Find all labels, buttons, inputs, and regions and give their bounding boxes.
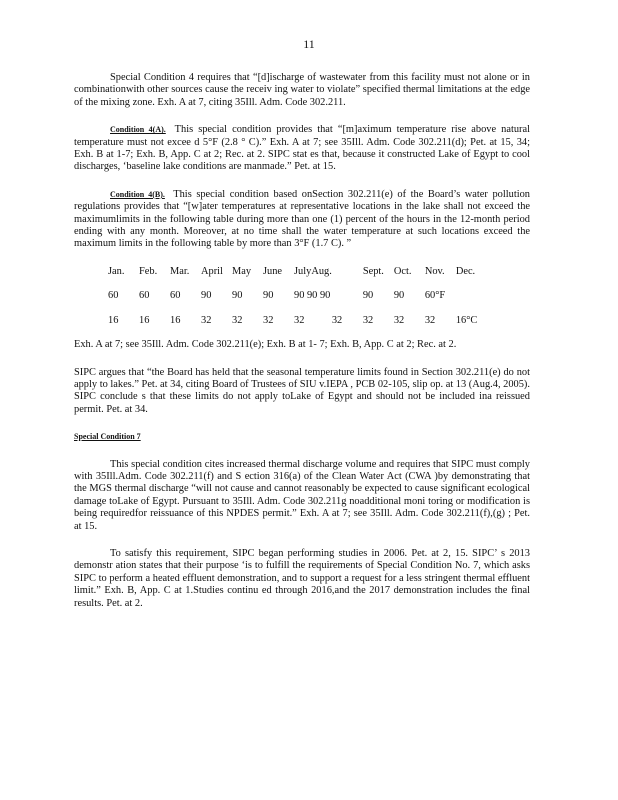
table-cell: Sept. (362, 265, 384, 277)
table-cell (332, 290, 363, 302)
temperature-table (108, 266, 487, 327)
paragraph-condition-4b (74, 189, 530, 251)
table-cell: 60 (139, 290, 150, 302)
table-row-fahrenheit (108, 290, 487, 302)
heading-special-condition-7: Special Condition 7 (74, 432, 141, 442)
table-cell: Feb. (139, 265, 158, 277)
table-cell: Mar. (170, 265, 190, 277)
document-body (74, 72, 530, 610)
table-cell: 32 (362, 314, 374, 326)
page-number: 11 (303, 37, 315, 51)
table-cell: Jan. (108, 265, 125, 277)
table-cell: 90 (362, 290, 374, 302)
paragraph-condition-4a (74, 124, 530, 174)
table-cell: 16 (170, 314, 181, 326)
table-cell: 90 (232, 290, 243, 302)
table-cell: 90 90 90 (294, 290, 331, 302)
table-cell: Oct. (393, 265, 412, 277)
table-cell (332, 266, 363, 278)
table-cell: 32 (232, 314, 243, 326)
heading-condition-4a: Condition 4(A). (110, 125, 166, 135)
table-cell: June (263, 265, 283, 277)
table-cell: 32 (294, 314, 305, 326)
heading-condition-4b: Condition 4(B). (110, 189, 165, 199)
table-cell: JulyAug. (294, 265, 332, 277)
table-cell: 32 (424, 314, 436, 326)
table-cell: 90 (201, 290, 212, 302)
paragraph-special-condition-4: Special Condition 4 requires that “[d]ischarge of wastewater from this facility must not alone or in combinationwith other sources cause the receiv ing water to violate” specified thermal limitations at the edge of the mixing zone. Exh. A at 7, citing 35Ill. Adm. Code 302.211. (74, 72, 530, 108)
table-cell: April (201, 265, 223, 277)
table-cell: 90 (393, 290, 405, 302)
table-cell: 32 (201, 314, 212, 326)
paragraph-satisfy-requirement: To satisfy this requirement, SIPC began performing studies in 2006. Pet. at 2, 15. SIPC’ s 2013 demonstr ation states that their purpose ‘is to fulfill the requirements of Special Condition No. 7, which asks SIPC to perform a heated effluent demonstration, and to support a request for a less stringent thermal effluent limit.” Exh. B, App. C at 1.Studies continu ed through 2016,and the 2017 demonstration includes the final results. Pet. at 2. (74, 547, 530, 609)
table-row-celsius (108, 315, 487, 327)
table-citation: Exh. A at 7; see 35Ill. Adm. Code 302.211(e); Exh. B at 1- 7; Exh. B, App. C at 2; Rec. at 2. (74, 339, 457, 351)
condition-4b-text: This special condition based onSection 302.211(e) of the Board’s water pollution regulations provides that “[w]ater temperatures at representative locations in the lake shall not exceed the maximumlimits in the following table during more than one (1) percent of the hours in the 12-month period ending with any month. Moreover, at no time shall the water temperature at such locations exceed the maximum limits in the following table by more than 3°F (1.7 C). ” (74, 188, 530, 250)
table-cell: 60 (170, 290, 181, 302)
table-cell: 32 (331, 314, 343, 326)
table-cell (456, 290, 487, 302)
table-cell: 90 (263, 290, 274, 302)
table-cell: 60°F (424, 290, 446, 302)
paragraph-special-condition-7: This special condition cites increased thermal discharge volume and requires that SIPC must comply with 35Ill.Adm. Code 302.211(f) and S ection 316(a) of the Clean Water Act (CWA )by demonstrating that the MGS thermal discharge “will not cause and cannot reasonably be expected to cause significant ecological damage toLake of Egypt. Pursuant to 35Ill. Adm. Code 302.211g noadditional moni toring or modification is being requiredfor reissuance of this NPDES permit.” Exh. A at 7; see 35Ill. Adm. Code 302.211(f),(g) ; Pet. at 15. (74, 458, 530, 532)
table-cell: Dec. (455, 265, 476, 277)
table-row-months (108, 266, 487, 278)
table-cell: May (232, 265, 252, 277)
paragraph-sipc-argues: SIPC argues that “the Board has held that the seasonal temperature limits found in Section 302.211(e) do not apply to lakes.” Pet. at 34, citing Board of Trustees of SIU v.IEPA , PCB 02-105, slip op. at 13 (Aug.4, 2005). SIPC conclude s that these limits do not apply toLake of Egypt and should not be included ina reissued permit. Pet. at 34. (74, 366, 530, 415)
table-cell: 32 (263, 314, 274, 326)
table-cell: 60 (108, 290, 119, 302)
table-cell: 16°C (455, 314, 478, 326)
condition-4a-text: This special condition provides that “[m]aximum temperature rise above natural temperature must not excee d 5°F (2.8 ° C).” Exh. A at 7; see 35Ill. Adm. Code 302.211(d); Pet. at 15, 34; Exh. B at 1-7; Exh. B, App. C at 2; Rec. at 2. SIPC stat es that, because it constructed Lake of Egypt to cool discharges, ‘baseline lake conditions are manmade.” Pet. at 15. (74, 124, 530, 173)
table-cell: Nov. (424, 265, 445, 277)
table-cell: 16 (108, 314, 119, 326)
table-cell: 32 (393, 314, 405, 326)
table-cell: 16 (139, 314, 150, 326)
